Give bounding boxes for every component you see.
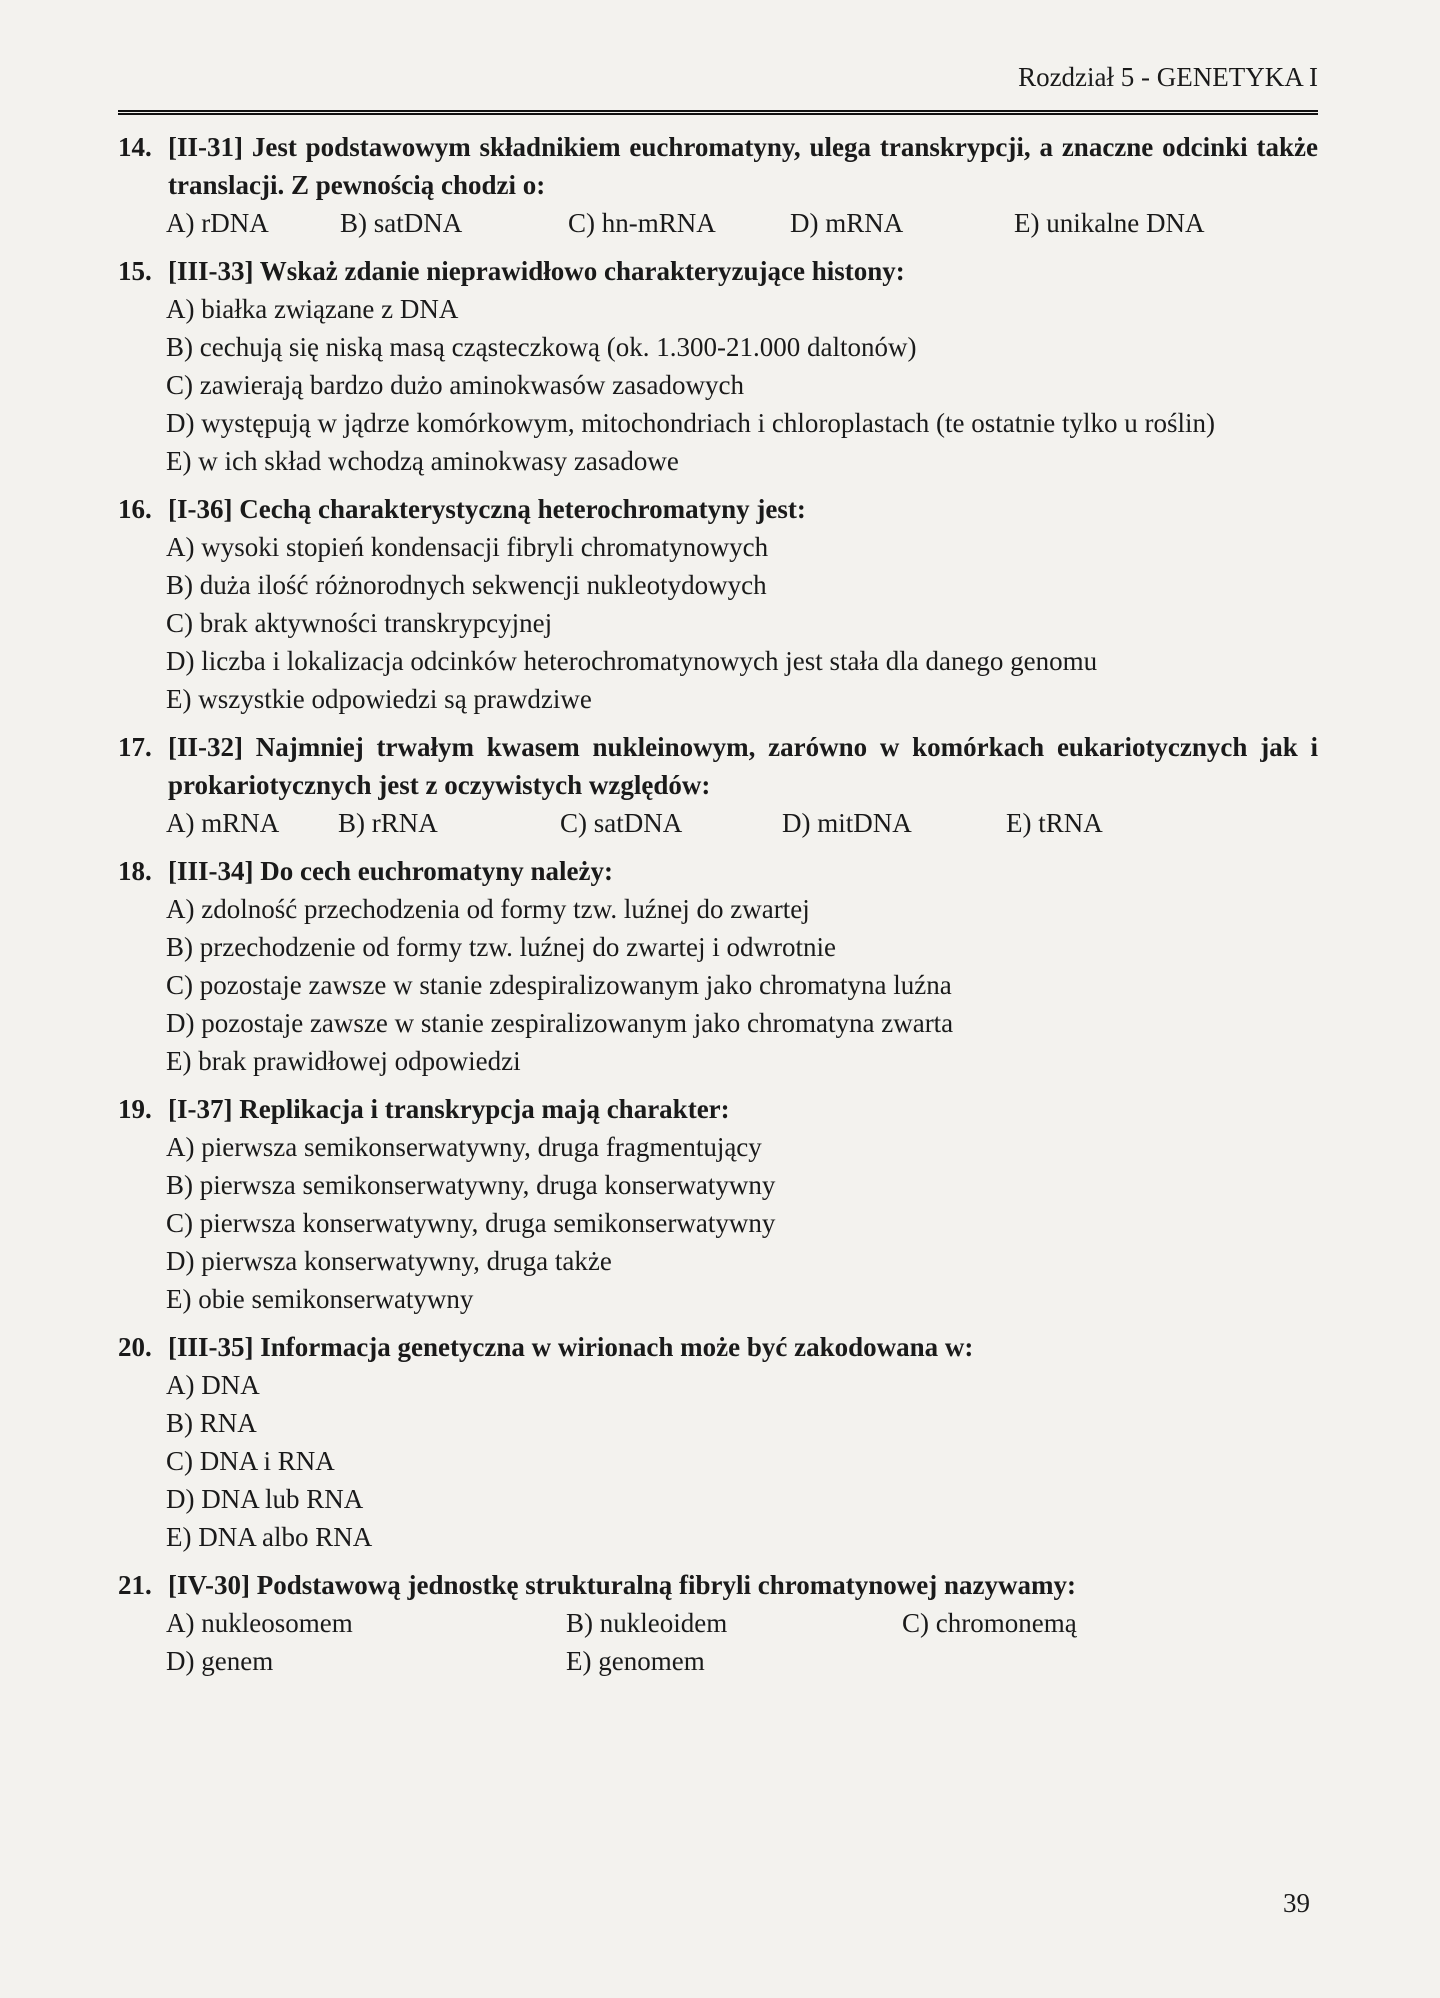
option-c: C) satDNA bbox=[560, 808, 683, 838]
option-c: C) hn-mRNA bbox=[568, 208, 716, 238]
option-c: C) pierwsza konserwatywny, druga semikonserwatywny bbox=[166, 1208, 776, 1238]
chapter-header: Rozdział 5 - GENETYKA I bbox=[1018, 62, 1318, 92]
option-b: B) cechują się niską masą cząsteczkową (ok. 1.300-21.000 daltonów) bbox=[166, 332, 917, 362]
option-e: E) obie semikonserwatywny bbox=[166, 1284, 474, 1314]
question-number: 17. bbox=[118, 732, 152, 762]
option-b: B) nukleoidem bbox=[566, 1608, 728, 1638]
question-number: 20. bbox=[118, 1332, 152, 1362]
option-d: D) liczba i lokalizacja odcinków heterochromatynowych jest stała dla danego genomu bbox=[166, 646, 1098, 676]
option-e: E) tRNA bbox=[1006, 808, 1103, 838]
question-stem bbox=[118, 490, 1318, 528]
option-b: B) pierwsza semikonserwatywny, druga konserwatywny bbox=[166, 1170, 776, 1200]
question-stem bbox=[118, 852, 1318, 890]
question-17 bbox=[118, 728, 1318, 842]
question-text: [III-35] Informacja genetyczna w wirionach może być zakodowana w: bbox=[168, 1332, 974, 1362]
question-14 bbox=[118, 128, 1318, 242]
option-c: C) brak aktywności transkrypcyjnej bbox=[166, 608, 553, 638]
question-19 bbox=[118, 1090, 1318, 1318]
option-a: A) pierwsza semikonserwatywny, druga fragmentujący bbox=[166, 1132, 762, 1162]
question-15 bbox=[118, 252, 1318, 480]
option-a: A) białka związane z DNA bbox=[166, 294, 459, 324]
question-number: 14. bbox=[118, 132, 152, 162]
question-text: [III-33] Wskaż zdanie nieprawidłowo charakteryzujące histony: bbox=[168, 256, 905, 286]
question-text: [I-36] Cechą charakterystyczną heterochromatyny jest: bbox=[168, 494, 806, 524]
option-a: A) zdolność przechodzenia od formy tzw. luźnej do zwartej bbox=[166, 894, 810, 924]
option-row bbox=[166, 804, 1318, 842]
question-text: [I-37] Replikacja i transkrypcja mają charakter: bbox=[168, 1094, 730, 1124]
question-number: 15. bbox=[118, 256, 152, 286]
option-d: D) pierwsza konserwatywny, druga także bbox=[166, 1246, 612, 1276]
question-21 bbox=[118, 1566, 1318, 1680]
option-e: E) wszystkie odpowiedzi są prawdziwe bbox=[166, 684, 592, 714]
question-text: [II-32] Najmniej trwałym kwasem nukleinowym, zarówno w komórkach eukariotycznych jak i prokariotycznych jest z oczywistych względów: bbox=[168, 732, 1318, 800]
option-e: E) brak prawidłowej odpowiedzi bbox=[166, 1046, 521, 1076]
option-e: E) genomem bbox=[566, 1646, 705, 1676]
option-d: D) mRNA bbox=[790, 208, 904, 238]
option-e: E) DNA albo RNA bbox=[166, 1522, 373, 1552]
question-text: [II-31] Jest podstawowym składnikiem euchromatyny, ulega transkrypcji, a znaczne odcinki także translacji. Z pewnością chodzi o: bbox=[168, 132, 1318, 200]
question-stem bbox=[118, 728, 1318, 804]
option-d: D) mitDNA bbox=[782, 808, 912, 838]
option-row bbox=[166, 1642, 1318, 1680]
option-b: B) satDNA bbox=[340, 208, 463, 238]
option-d: D) DNA lub RNA bbox=[166, 1484, 364, 1514]
question-stem bbox=[118, 252, 1318, 290]
option-a: A) rDNA bbox=[166, 208, 269, 238]
question-text: [III-34] Do cech euchromatyny należy: bbox=[168, 856, 613, 886]
question-18 bbox=[118, 852, 1318, 1080]
question-stem bbox=[118, 1566, 1318, 1604]
question-stem bbox=[118, 1090, 1318, 1128]
question-stem bbox=[118, 1328, 1318, 1366]
option-d: D) występują w jądrze komórkowym, mitochondriach i chloroplastach (te ostatnie tylko u roślin) bbox=[166, 408, 1215, 438]
option-b: B) przechodzenie od formy tzw. luźnej do zwartej i odwrotnie bbox=[166, 932, 837, 962]
question-stem bbox=[118, 128, 1318, 204]
question-16 bbox=[118, 490, 1318, 718]
option-c: C) DNA i RNA bbox=[166, 1446, 335, 1476]
question-number: 21. bbox=[118, 1570, 152, 1600]
question-list bbox=[118, 128, 1318, 1690]
option-a: A) nukleosomem bbox=[166, 1608, 353, 1638]
question-number: 18. bbox=[118, 856, 152, 886]
option-a: A) mRNA bbox=[166, 808, 280, 838]
question-text: [IV-30] Podstawową jednostkę strukturalną fibryli chromatynowej nazywamy: bbox=[168, 1570, 1076, 1600]
option-d: D) genem bbox=[166, 1646, 274, 1676]
option-e: E) w ich skład wchodzą aminokwasy zasadowe bbox=[166, 446, 679, 476]
question-number: 16. bbox=[118, 494, 152, 524]
option-c: C) zawierają bardzo dużo aminokwasów zasadowych bbox=[166, 370, 745, 400]
option-c: C) chromonemą bbox=[902, 1608, 1077, 1638]
option-row bbox=[166, 204, 1318, 242]
option-row bbox=[166, 1604, 1318, 1642]
page-number: 39 bbox=[1283, 1888, 1310, 1918]
header-rule bbox=[118, 110, 1318, 115]
option-b: B) duża ilość różnorodnych sekwencji nukleotydowych bbox=[166, 570, 767, 600]
option-d: D) pozostaje zawsze w stanie zespiralizowanym jako chromatyna zwarta bbox=[166, 1008, 954, 1038]
option-b: B) RNA bbox=[166, 1408, 257, 1438]
option-e: E) unikalne DNA bbox=[1014, 208, 1205, 238]
question-number: 19. bbox=[118, 1094, 152, 1124]
question-20 bbox=[118, 1328, 1318, 1556]
option-b: B) rRNA bbox=[338, 808, 438, 838]
option-a: A) DNA bbox=[166, 1370, 260, 1400]
option-a: A) wysoki stopień kondensacji fibryli chromatynowych bbox=[166, 532, 769, 562]
option-c: C) pozostaje zawsze w stanie zdespiralizowanym jako chromatyna luźna bbox=[166, 970, 952, 1000]
